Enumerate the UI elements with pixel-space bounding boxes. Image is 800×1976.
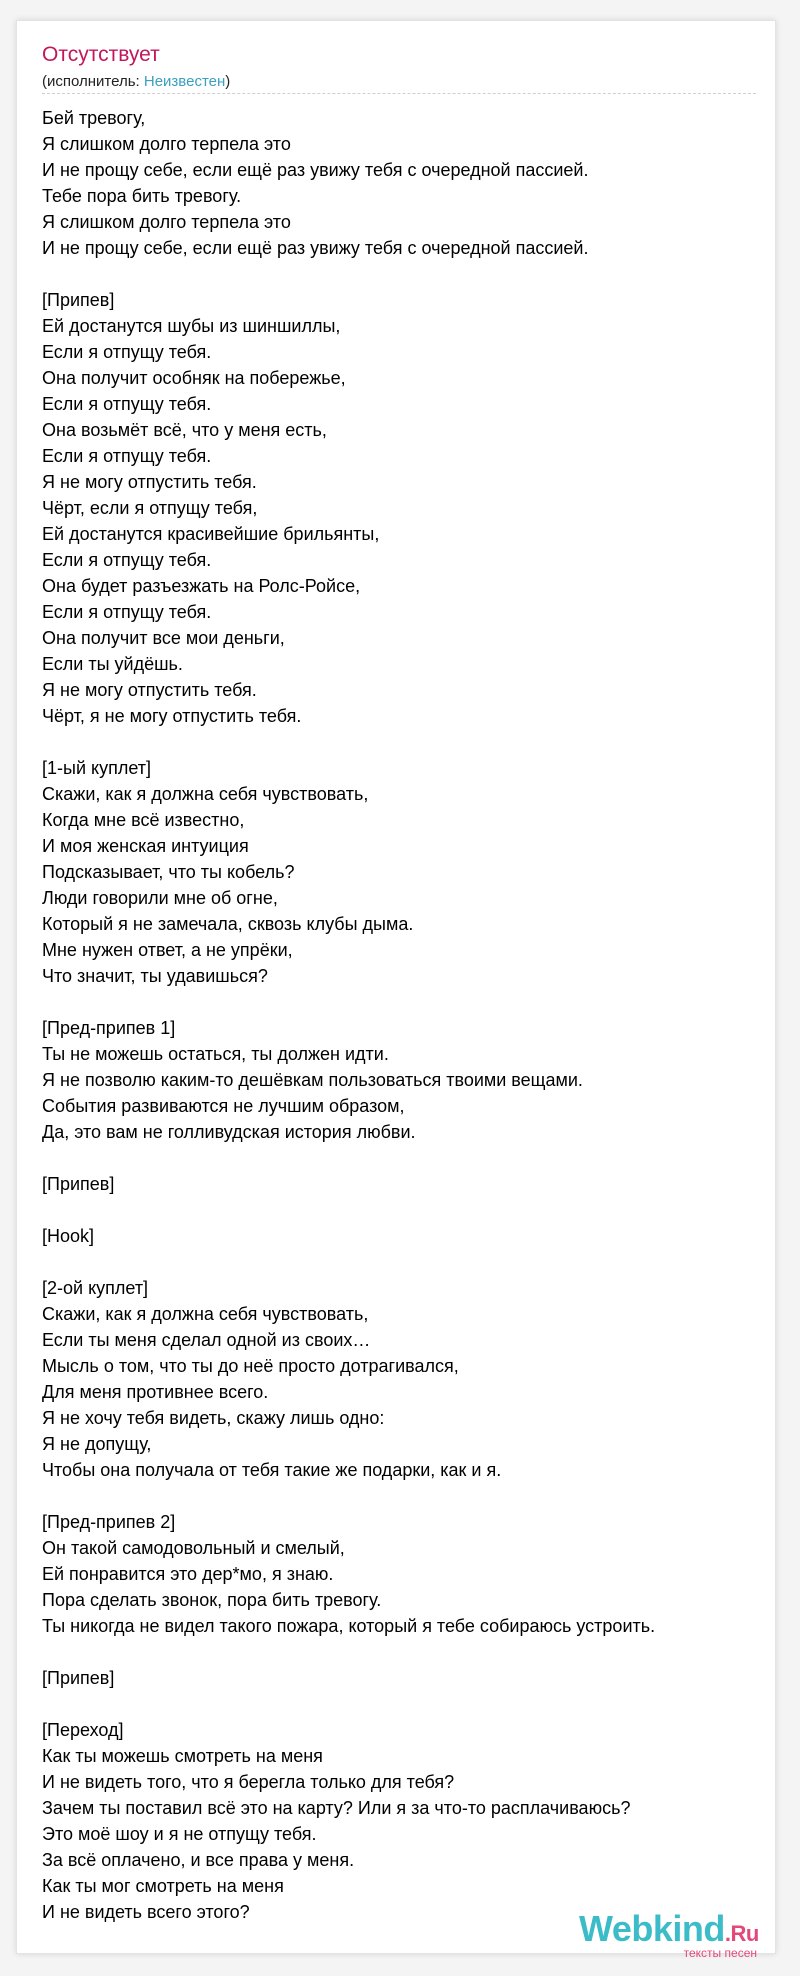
lyric-line: Когда мне всё известно, (42, 810, 245, 830)
lyric-blank-line (42, 261, 772, 287)
lyric-line: Я не могу отпустить тебя. (42, 680, 257, 700)
lyric-line: Да, это вам не голливудская история любви. (42, 1122, 416, 1142)
lyric-blank-line (42, 1197, 772, 1223)
lyric-line: Ей достанутся красивейшие брильянты, (42, 524, 380, 544)
lyric-line: [Hook] (42, 1226, 95, 1246)
lyric-line: Это моё шоу и я не отпущу тебя. (42, 1824, 317, 1844)
lyric-line: Ты не можешь остаться, ты должен идти. (42, 1044, 389, 1064)
lyric-line: [Пред-припев 2] (42, 1512, 176, 1532)
lyric-line: Который я не замечала, сквозь клубы дыма. (42, 914, 414, 934)
lyric-line: Как ты мог смотреть на меня (42, 1876, 284, 1896)
lyric-line: Она получит все мои деньги, (42, 628, 285, 648)
lyric-line: Зачем ты поставил всё это на карту? Или я за что-то расплачиваюсь? (42, 1798, 631, 1818)
lyric-line: Для меня противнее всего. (42, 1382, 269, 1402)
song-title: Отсутствует (42, 43, 160, 66)
lyric-line: Мысль о том, что ты до неё просто дотрагивался, (42, 1356, 459, 1376)
lyric-line: И моя женская интуиция (42, 836, 249, 856)
lyric-line: Ей достанутся шубы из шиншиллы, (42, 316, 341, 336)
lyric-line: Она получит особняк на побережье, (42, 368, 346, 388)
lyric-blank-line (42, 1483, 772, 1509)
lyric-line: И не прощу себе, если ещё раз увижу тебя с очередной пассией. (42, 160, 589, 180)
artist-prefix: (исполнитель: (42, 73, 144, 90)
lyric-line: [Переход] (42, 1720, 124, 1740)
lyric-line: [2-ой куплет] (42, 1278, 149, 1298)
lyric-line: Я не хочу тебя видеть, скажу лишь одно: (42, 1408, 385, 1428)
lyric-line: Я не позволю каким-то дешёвкам пользоваться твоими вещами. (42, 1070, 583, 1090)
lyric-blank-line (42, 729, 772, 755)
logo-tld: .Ru (724, 1921, 759, 1946)
lyric-line: Подсказывает, что ты кобель? (42, 862, 295, 882)
lyric-line: Бей тревогу, (42, 108, 146, 128)
lyric-line: Если ты уйдёшь. (42, 654, 183, 674)
lyric-line: Если я отпущу тебя. (42, 394, 212, 414)
artist-line (42, 73, 230, 91)
lyric-line: Я не могу отпустить тебя. (42, 472, 257, 492)
lyric-line: [Пред-припев 1] (42, 1018, 176, 1038)
header-divider (42, 93, 756, 94)
lyric-line: Что значит, ты удавишься? (42, 966, 268, 986)
lyric-line: [Припев] (42, 1174, 115, 1194)
lyric-line: Чёрт, если я отпущу тебя, (42, 498, 258, 518)
lyric-line: Если я отпущу тебя. (42, 602, 212, 622)
site-logo[interactable] (579, 1909, 769, 1961)
lyric-blank-line (42, 989, 772, 1015)
lyric-line: Ты никогда не видел такого пожара, который я тебе собираюсь устроить. (42, 1616, 656, 1636)
lyric-blank-line (42, 1639, 772, 1665)
lyric-line: Она возьмёт всё, что у меня есть, (42, 420, 327, 440)
lyric-line: Если я отпущу тебя. (42, 446, 212, 466)
lyric-line: [Припев] (42, 290, 115, 310)
lyric-line: [1-ый куплет] (42, 758, 151, 778)
lyric-line: Скажи, как я должна себя чувствовать, (42, 1304, 369, 1324)
lyric-line: Я слишком долго терпела это (42, 212, 291, 232)
lyric-line: Мне нужен ответ, а не упрёки, (42, 940, 293, 960)
artist-link[interactable]: Неизвестен (143, 73, 226, 90)
lyric-line: Скажи, как я должна себя чувствовать, (42, 784, 369, 804)
lyric-line: Я не допущу, (42, 1434, 152, 1454)
artist-suffix: ) (225, 73, 231, 90)
lyrics-text (42, 105, 772, 1925)
lyric-line: Если я отпущу тебя. (42, 342, 212, 362)
lyric-line: Люди говорили мне об огне, (42, 888, 278, 908)
lyric-line: Как ты можешь смотреть на меня (42, 1746, 323, 1766)
lyric-line: Чтобы она получала от тебя такие же подарки, как и я. (42, 1460, 502, 1480)
lyric-line: Я слишком долго терпела это (42, 134, 291, 154)
logo-main-text: Webkind (579, 1908, 725, 1949)
lyric-blank-line (42, 1249, 772, 1275)
lyric-line: И не видеть всего этого? (42, 1902, 250, 1922)
lyric-line: Если я отпущу тебя. (42, 550, 212, 570)
lyric-blank-line (42, 1145, 772, 1171)
lyric-line: Тебе пора бить тревогу. (42, 186, 242, 206)
lyric-line: И не видеть того, что я берегла только для тебя? (42, 1772, 455, 1792)
lyrics-card (16, 20, 776, 1960)
lyric-line: Ей понравится это дер*мо, я знаю. (42, 1564, 334, 1584)
lyric-line: Чёрт, я не могу отпустить тебя. (42, 706, 302, 726)
lyric-line: Она будет разъезжать на Ролс-Ройсе, (42, 576, 361, 596)
logo-subtitle: тексты песен (683, 1946, 757, 1960)
lyric-line: И не прощу себе, если ещё раз увижу тебя с очередной пассией. (42, 238, 589, 258)
lyric-line: Пора сделать звонок, пора бить тревогу. (42, 1590, 382, 1610)
lyric-blank-line (42, 1691, 772, 1717)
lyric-line: [Припев] (42, 1668, 115, 1688)
lyric-line: Он такой самодовольный и смелый, (42, 1538, 345, 1558)
lyric-line: За всё оплачено, и все права у меня. (42, 1850, 355, 1870)
lyric-line: События развиваются не лучшим образом, (42, 1096, 405, 1116)
lyric-line: Если ты меня сделал одной из своих… (42, 1330, 371, 1350)
